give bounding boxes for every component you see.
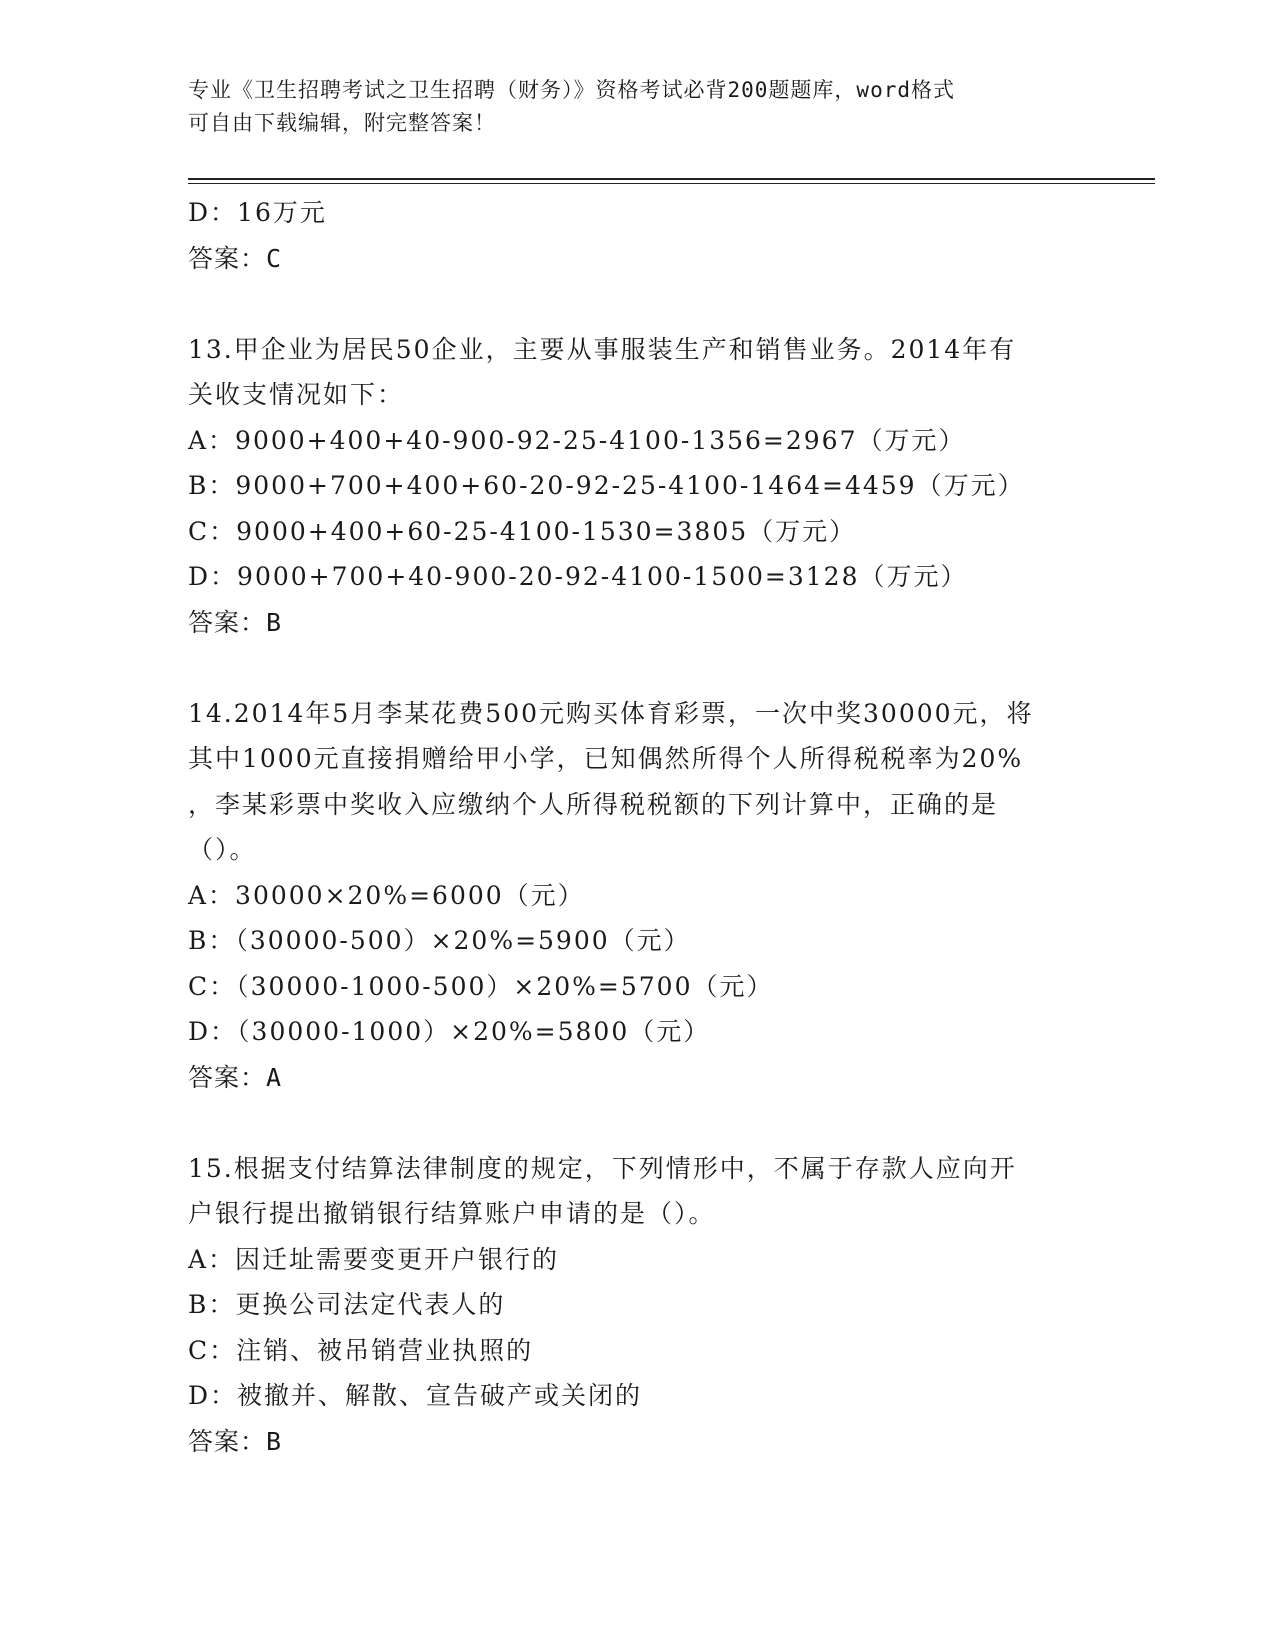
question-stem-line: 关收支情况如下： (188, 380, 405, 409)
question-stem-line: 15.根据支付结算法律制度的规定，下列情形中，不属于存款人应向开 (188, 1153, 1017, 1183)
spacer (188, 645, 1088, 691)
question-13 (188, 327, 1088, 646)
question-stem-line: 14.2014年5月李某花费500元购买体育彩票，一次中奖30000元，将 (188, 698, 1034, 728)
option-b: B：更换公司法定代表人的 (188, 1290, 506, 1319)
option-b: B：（30000-500）×20%=5900（元） (188, 926, 691, 955)
option-d: D：16万元 (188, 198, 327, 227)
question-stem-line: （）。 (188, 835, 257, 864)
previous-question-tail (188, 190, 1088, 281)
option-d: D：（30000-1000）×20%=5800（元） (188, 1017, 711, 1046)
answer-line: 答案：B (188, 1426, 283, 1456)
option-c: C：注销、被吊销营业执照的 (188, 1335, 534, 1365)
document-body (188, 190, 1088, 1464)
question-14 (188, 691, 1088, 1101)
question-stem-line: 户银行提出撤销银行结算账户申请的是（）。 (188, 1199, 716, 1228)
option-a: A：9000+400+40-900-92-25-4100-1356=2967（万元） (188, 425, 966, 455)
answer-line: 答案：B (188, 607, 283, 637)
option-a: A：30000×20%=6000（元） (188, 880, 585, 910)
header-line-1: 专业《卫生招聘考试之卫生招聘（财务）》资格考试必背200题题库，word格式 (188, 78, 955, 102)
option-a: A：因迁址需要变更开户银行的 (188, 1244, 560, 1274)
answer-line: 答案：A (188, 1062, 283, 1092)
question-stem-line: 13.甲企业为居民50企业，主要从事服装生产和销售业务。2014年有 (188, 334, 1017, 364)
spacer (188, 281, 1088, 327)
option-c: C：（30000-1000-500）×20%=5700（元） (188, 971, 774, 1001)
option-b: B：9000+700+400+60-20-92-25-4100-1464=4459（万元） (188, 471, 1025, 500)
answer-line: 答案：C (188, 243, 283, 273)
header-divider-thin (188, 183, 1155, 184)
option-c: C：9000+400+60-25-4100-1530=3805（万元） (188, 516, 857, 546)
question-15 (188, 1146, 1088, 1465)
option-d: D：被撤并、解散、宣告破产或关闭的 (188, 1381, 643, 1410)
header-divider-thick (188, 178, 1155, 180)
header-line-2: 可自由下载编辑，附完整答案！ (188, 111, 496, 135)
question-stem-line: ，李某彩票中奖收入应缴纳个人所得税税额的下列计算中，正确的是 (188, 789, 999, 819)
option-d: D：9000+700+40-900-20-92-4100-1500=3128（万元） (188, 562, 968, 591)
spacer (188, 1100, 1088, 1146)
question-stem-line: 其中1000元直接捐赠给甲小学，已知偶然所得个人所得税税率为20% (188, 744, 1024, 773)
document-header (188, 74, 1088, 140)
